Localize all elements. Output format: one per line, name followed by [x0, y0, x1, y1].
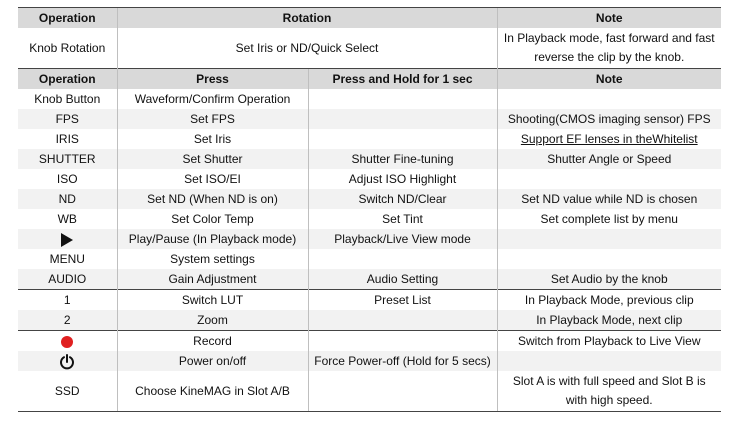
rotation-row: [18, 28, 721, 69]
row-note: [497, 89, 721, 109]
row-hold: [308, 371, 497, 412]
press-header-row: [18, 69, 721, 90]
table-row: [18, 149, 721, 169]
row-press: Set Color Temp: [117, 209, 308, 229]
rotation-operation: Knob Rotation: [29, 41, 106, 55]
row-hold: Switch ND/Clear: [308, 189, 497, 209]
table-row: [18, 209, 721, 229]
header-hold: Press and Hold for 1 sec: [308, 69, 497, 90]
row-press: Set FPS: [117, 109, 308, 129]
row-press: Waveform/Confirm Operation: [117, 89, 308, 109]
header-operation: Operation: [18, 8, 117, 29]
row-press: System settings: [117, 249, 308, 269]
play-icon: [61, 233, 73, 247]
row-note: Set Audio by the knob: [497, 269, 721, 290]
row-operation: Knob Button: [34, 92, 101, 106]
row-hold: [308, 129, 497, 149]
header-press: Press: [117, 69, 308, 90]
record-dot-icon: [61, 336, 73, 348]
row-operation: IRIS: [55, 132, 79, 146]
row-note: [497, 371, 721, 412]
rotation-note-line2: reverse the clip by the knob.: [534, 50, 685, 64]
row-operation: SSD: [18, 371, 117, 412]
table-row: [18, 129, 721, 149]
table-row: [18, 229, 721, 249]
table-row: [18, 290, 721, 311]
header-operation-2: Operation: [18, 69, 117, 90]
row-operation: ISO: [56, 172, 78, 186]
table-row: [18, 169, 721, 189]
row-note: Set ND value while ND is chosen: [497, 189, 721, 209]
rotation-note: [497, 28, 721, 69]
table-row: [18, 310, 721, 331]
row-note: In Playback Mode, previous clip: [497, 290, 721, 311]
row-operation: [18, 331, 117, 352]
row-hold: [308, 109, 497, 129]
row-press: Set Iris: [117, 129, 308, 149]
ssd-note-line1: Slot A is with full speed and Slot B is: [512, 374, 706, 388]
row-operation: FPS: [18, 109, 117, 129]
row-press: Record: [117, 331, 308, 352]
table-row: [18, 371, 721, 412]
row-press: Power on/off: [117, 351, 308, 371]
row-note: In Playback Mode, next clip: [497, 310, 721, 331]
row-operation: [18, 351, 117, 371]
row-press: Choose KineMAG in Slot A/B: [117, 371, 308, 412]
row-hold: [308, 310, 497, 331]
whitelist-link[interactable]: Support EF lenses in theWhitelist: [520, 132, 698, 146]
row-operation: ND: [18, 189, 117, 209]
row-press: Set ISO/EI: [117, 169, 308, 189]
row-operation: 1: [18, 290, 117, 311]
table-row: [18, 269, 721, 290]
table-row: [18, 351, 721, 371]
row-hold: Shutter Fine-tuning: [308, 149, 497, 169]
row-hold: Adjust ISO Highlight: [308, 169, 497, 189]
controls-table: [18, 7, 721, 412]
table-row: [18, 249, 721, 269]
row-operation: 2: [18, 310, 117, 331]
header-rotation: Rotation: [117, 8, 497, 29]
table-row: [18, 189, 721, 209]
row-press: Set ND (When ND is on): [117, 189, 308, 209]
row-note: [497, 169, 721, 189]
row-note: [497, 129, 721, 149]
row-hold: Preset List: [308, 290, 497, 311]
table-row: [18, 89, 721, 109]
row-press: Play/Pause (In Playback mode): [117, 229, 308, 249]
row-press: Zoom: [117, 310, 308, 331]
row-note: [497, 229, 721, 249]
row-hold: [308, 331, 497, 352]
row-operation: AUDIO: [18, 269, 117, 290]
rotation-action: Set Iris or ND/Quick Select: [117, 28, 497, 69]
row-operation: WB: [57, 212, 77, 226]
row-hold: [308, 249, 497, 269]
header-note-2: Note: [497, 69, 721, 90]
table-row: [18, 109, 721, 129]
header-note: Note: [497, 8, 721, 29]
row-hold: Playback/Live View mode: [308, 229, 497, 249]
row-press: Switch LUT: [117, 290, 308, 311]
row-hold: Audio Setting: [308, 269, 497, 290]
row-hold: [308, 89, 497, 109]
rotation-header-row: [18, 8, 721, 29]
row-note: Shutter Angle or Speed: [497, 149, 721, 169]
row-note: [497, 351, 721, 371]
row-note: [497, 249, 721, 269]
row-hold: Set Tint: [308, 209, 497, 229]
row-press: Set Shutter: [117, 149, 308, 169]
row-operation: MENU: [49, 252, 85, 266]
row-operation: SHUTTER: [18, 149, 117, 169]
row-hold: Force Power-off (Hold for 5 secs): [308, 351, 497, 371]
row-note: Set complete list by menu: [497, 209, 721, 229]
row-note: Switch from Playback to Live View: [497, 331, 721, 352]
table-row: [18, 331, 721, 352]
row-operation: [18, 229, 117, 249]
row-press: Gain Adjustment: [117, 269, 308, 290]
rotation-note-line1: In Playback mode, fast forward and fast: [503, 31, 715, 45]
power-icon: [59, 354, 75, 368]
row-note: Shooting(CMOS imaging sensor) FPS: [497, 109, 721, 129]
ssd-note-line2: with high speed.: [565, 393, 653, 407]
